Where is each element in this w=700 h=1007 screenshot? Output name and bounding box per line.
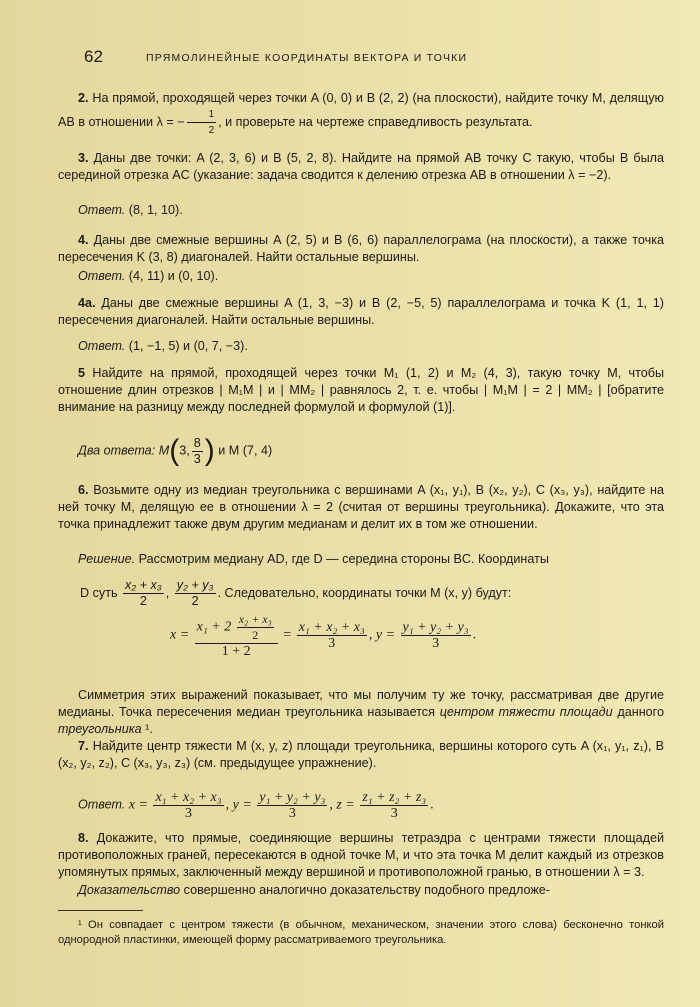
denominator: 1 + 2 [221,644,251,659]
answer-value: M [158,443,170,458]
answer-value: 3, [179,443,190,458]
denominator: 3 [432,636,440,651]
right-paren: ) [204,434,215,467]
proof-8 [58,882,664,899]
term: треугольника [58,722,142,736]
solution-6 [58,551,664,568]
numerator: 8 [193,435,201,450]
answer-value: (4, 11) и (0, 10). [128,269,219,283]
problem-text: Даны две смежные вершины A (1, 3, −3) и B (2, −5, 5) параллелограма и точка K (1, 1, 1) пересечения диагоналей. Найти остальные вершины. [58,296,664,327]
answer-value: (1, −1, 5) и (0, 7, −3). [128,339,248,353]
problem-2 [58,90,664,138]
numerator: x₁ + x₂ + x₃ [298,620,365,635]
numerator: y₁ + y₂ + y₃ [259,790,326,805]
answer-label: Ответ. [78,269,126,283]
denominator: 3 [288,806,296,821]
solution-label: Решение. [78,552,136,566]
problem-8 [58,830,664,881]
page-number: 62 [84,47,103,66]
problem-4 [58,232,664,266]
numerator: 1 [187,107,217,123]
footnote-text: Он совпадает с центром тяжести (в обычном, механическом, значении этого слова) бесконечно тонкой однородной пластинки, имеющей форму рассматриваемого треугольника. [58,919,664,946]
numerator: z₁ + z₂ + z₃ [362,790,427,805]
numerator: x₂ + x₃ [238,612,272,626]
problem-number: 5 [78,366,86,380]
problem-number: 8. [78,831,89,845]
footnote-divider [58,910,143,911]
fraction [195,612,278,659]
inner-fraction [237,612,274,643]
problem-5 [58,365,664,416]
footnote-ref: ¹. [141,722,153,736]
answer-value: и M (7, 4) [218,443,273,458]
denominator: 2 [208,125,215,136]
problem-text: Даны две точки: A (2, 3, 6) и B (5, 2, 8). Найдите на прямой AB точку C такую, чтобы B была серединой отрезка AC (указание: задача сводится к делению отрезка AB в отношении λ = −2). [58,151,665,182]
problem-number: 4а. [78,296,96,310]
problem-number: 7. [78,739,89,753]
running-title: ПРЯМОЛИНЕЙНЫЕ КООРДИНАТЫ ВЕКТОРА И ТОЧКИ [146,52,468,64]
problem-text: Найдите центр тяжести M (x, y, z) площади треугольника, вершины которого суть A (x₁, y₁, z₁), B (x₂, y₂, z₂), C (x₃, y₃, z₃) (см. предыдущее упражнение). [58,739,665,770]
denominator: 2 [139,594,147,608]
formula-part: . [430,797,434,813]
formula-part: x = [170,627,190,643]
page-header [84,47,664,69]
fraction [153,790,223,821]
answer-value: (8, 1, 10). [128,203,183,217]
text: данного [612,705,664,719]
footnote-mark: ¹ [78,919,82,931]
numerator: x₂ + x₃ [125,578,162,592]
midpoint-line: D суть $\frac{\text{x₂ + x₃}}{2}$ , $\frac{\text{y₂ + y₃}}{2}$ . Следовательно, координаты точки M (x, y) будут: [80,578,512,608]
formula-part: , z = [329,797,355,813]
formula-part: , y = [225,797,252,813]
answer-4a [78,339,248,353]
fraction [192,436,203,467]
formula-part: = [283,627,292,643]
fraction [187,107,217,138]
term: центром тяжести площади [439,705,613,719]
answer-4 [78,269,218,283]
formula-part: x = [128,797,148,813]
numerator: y₁ + y₂ + y₃ [402,620,469,635]
problem-text: Докажите, что прямые, соединяющие вершины тетраэдра с центрами тяжести площадей противоположных граней, пересекаются в одной точке M, и что эта точка M делит каждый из отрезков упомянутых прямых, заключенный между вершиной и противоположной гранью, в отношении λ = 3. [58,831,664,879]
fraction [123,578,164,609]
answer-label: Ответ. [78,339,126,353]
answer-label: Ответ. [78,797,126,812]
problem-number: 6. [78,483,89,497]
problem-6 [58,482,664,533]
problem-text: , и проверьте на чертеже справедливость результата. [218,114,533,129]
solution-text: Рассмотрим медиану AD, где D — середина стороны BC. Координаты [138,552,549,566]
answer-3 [78,203,183,217]
left-paren: ( [169,434,180,467]
denominator: 3 [390,806,398,821]
problem-text: Даны две смежные вершины A (2, 5) и B (6, 6) параллелограма (на плоскости), а также точка пересечения K (3, 8) диагоналей. Найти остальные вершины. [58,233,664,264]
denominator: 3 [193,451,201,466]
problem-text: На прямой, проходящей через точки A (0, 0) и B (2, 2) (на плоскости), найдите точку M, делящую AB в отношении λ = − [58,91,664,129]
numerator [195,612,278,644]
answer-7 [78,790,434,821]
centroid-formula [170,612,476,659]
problem-text: Возьмите одну из медиан треугольника с вершинами A (x₁, y₁), B (x₂, y₂), C (x₃, y₃), найдите на ней точку M, делящую ее в отношении λ = 2 (считая от вершины треугольника). Докажите, что эта точка принадлежит также двум другим медианам и делит их в том же отношении. [58,483,665,531]
problem-number: 2. [78,91,89,105]
fraction [297,620,367,651]
text: . Следовательно, координаты точки M (x, y) будут: [217,585,512,600]
problem-4a [58,295,664,329]
problem-3 [58,150,664,184]
problem-number: 4. [78,233,89,247]
problem-7 [58,738,664,772]
problem-text: Найдите на прямой, проходящей через точки M₁ (1, 2) и M₂ (4, 3), такую точку M, чтобы отношение длин отрезков | M₁M | и | MM₂ | равнялось 2, т. е. чтобы | M₁M | = 2 | MM₂ | [обратите внимание на разницу между последней формулой и формулой (1)]. [58,366,665,414]
formula-part: x₁ + 2 [196,619,232,635]
formula-part: . [472,627,477,643]
fraction [360,790,428,821]
text: Симметрия этих выражений показывает, что мы получим ту же точку, рассматривая две другие медианы. Точка пересечения медиан треугольника называется [58,688,664,719]
fraction [175,578,216,609]
denominator: 3 [328,636,336,651]
formula-part: , y = [368,627,396,643]
denominator: 3 [185,806,193,821]
problem-number: 3. [78,151,89,165]
text: D суть [80,585,118,600]
fraction [401,620,471,651]
denominator: 2 [191,594,199,608]
proof-text: совершенно аналогично доказательству подобного предложе- [180,883,550,897]
fraction [257,790,327,821]
footnote [58,918,664,948]
numerator: y₂ + y₃ [176,578,214,592]
symmetry-note [58,687,664,738]
answer-label: Два ответа: [78,443,156,458]
answer-label: Ответ. [78,203,126,217]
proof-label: Доказательство [78,883,181,897]
answer-5 [78,434,272,468]
denominator: 2 [252,628,259,642]
numerator: x₁ + x₂ + x₃ [155,790,222,805]
